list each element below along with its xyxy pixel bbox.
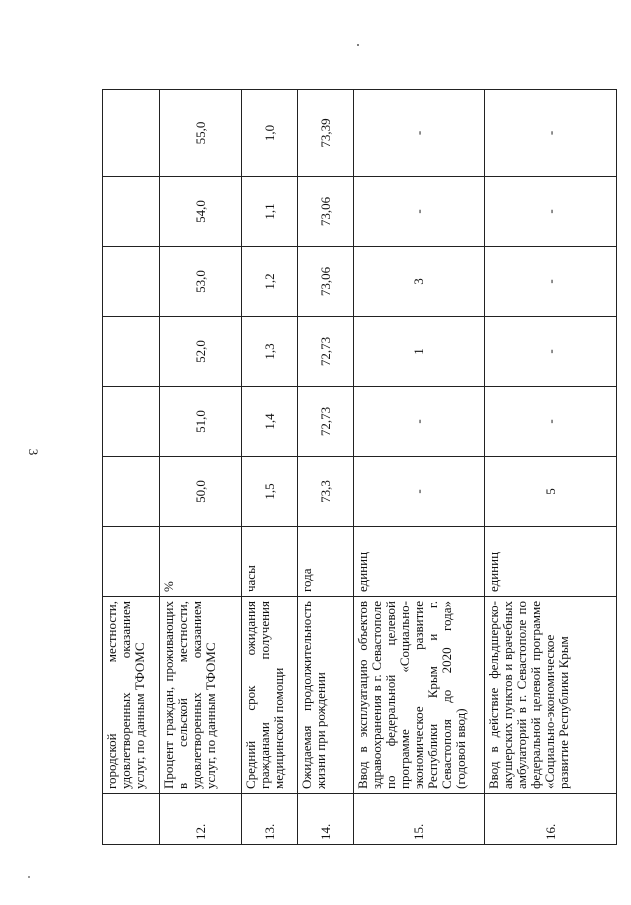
table-row — [298, 90, 354, 845]
year-value-cell: 73,39 — [298, 90, 354, 177]
row-number: 13. — [242, 794, 298, 845]
year-value-cell: - — [354, 457, 485, 527]
row-number: 15. — [354, 794, 485, 845]
year-value-cell — [103, 90, 160, 177]
year-value-cell — [103, 317, 160, 387]
indicator-name: Ввод в действие фельдшерско-акушерских пунктов и врачебных амбулаторий в г. Севастополе по федеральной целевой программе «Социально-экономическое развитие Республики Крым — [485, 597, 617, 794]
row-number: 14. — [298, 794, 354, 845]
row-number: 16. — [485, 794, 617, 845]
year-value-cell: 51,0 — [160, 387, 242, 457]
year-value-cell: - — [354, 177, 485, 247]
year-value-cell: 53,0 — [160, 247, 242, 317]
unit-of-measure: часы — [242, 527, 298, 597]
year-value-cell: 1 — [354, 317, 485, 387]
indicator-name: городской местности, удовлетворенных оказанием услуг, по данным ТФОМС — [103, 597, 160, 794]
year-value-cell: 3 — [354, 247, 485, 317]
scan-speck — [357, 44, 359, 46]
year-value-cell: 73,3 — [298, 457, 354, 527]
year-value-cell: 54,0 — [160, 177, 242, 247]
rotated-table-container — [102, 90, 616, 845]
year-value-cell: 72,73 — [298, 317, 354, 387]
year-value-cell — [103, 387, 160, 457]
year-value-cell: - — [485, 317, 617, 387]
year-value-cell: - — [354, 90, 485, 177]
year-value-cell — [103, 457, 160, 527]
table-row — [354, 90, 485, 845]
year-value-cell: - — [485, 387, 617, 457]
year-value-cell: 55,0 — [160, 90, 242, 177]
year-value-cell: 73,06 — [298, 177, 354, 247]
row-number: 12. — [160, 794, 242, 845]
unit-of-measure: % — [160, 527, 242, 597]
indicator-name: Ожидаемая продолжительность жизни при рождении — [298, 597, 354, 794]
scan-speck — [28, 876, 30, 878]
year-value-cell: 1,5 — [242, 457, 298, 527]
unit-of-measure: года — [298, 527, 354, 597]
indicators-table — [102, 89, 617, 845]
indicator-name: Ввод в эксплуатацию объектов здравоохранения в г. Севастополе по федеральной целевой программе «Социально-экономическое развитие Республики Крым и г. Севастополя до 2020 года» (годовой ввод) — [354, 597, 485, 794]
year-value-cell: 1,1 — [242, 177, 298, 247]
unit-of-measure — [103, 527, 160, 597]
page-number: 3 — [26, 448, 41, 456]
year-value-cell: - — [485, 247, 617, 317]
year-value-cell: 1,2 — [242, 247, 298, 317]
year-value-cell — [103, 247, 160, 317]
unit-of-measure: единиц — [485, 527, 617, 597]
year-value-cell: 1,3 — [242, 317, 298, 387]
year-value-cell: - — [485, 90, 617, 177]
year-value-cell: - — [354, 387, 485, 457]
table-row — [160, 90, 242, 845]
unit-of-measure: единиц — [354, 527, 485, 597]
table-row — [242, 90, 298, 845]
year-value-cell: 73,06 — [298, 247, 354, 317]
year-value-cell: 1,4 — [242, 387, 298, 457]
year-value-cell: 5 — [485, 457, 617, 527]
indicator-name: Процент граждан, проживающих в сельской местности, удовлетворенных оказанием услуг, по данным ТФОМС — [160, 597, 242, 794]
year-value-cell: 72,73 — [298, 387, 354, 457]
year-value-cell: 1,0 — [242, 90, 298, 177]
year-value-cell: - — [485, 177, 617, 247]
table-row — [485, 90, 617, 845]
table-row — [103, 90, 160, 845]
year-value-cell: 52,0 — [160, 317, 242, 387]
indicator-name: Средний срок ожидания гражданами получения медицинской помощи — [242, 597, 298, 794]
year-value-cell — [103, 177, 160, 247]
year-value-cell: 50,0 — [160, 457, 242, 527]
row-number — [103, 794, 160, 845]
